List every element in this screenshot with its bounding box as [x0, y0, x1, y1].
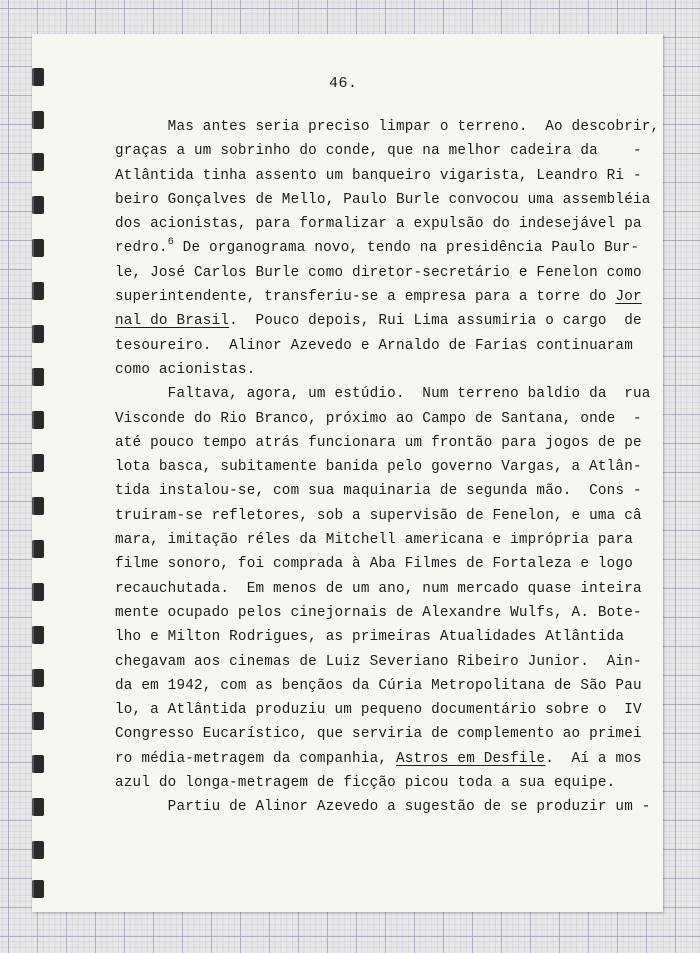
text-line: beiro Gonçalves de Mello, Paulo Burle convocou uma assembléia — [115, 191, 651, 208]
binding-hole — [32, 111, 44, 129]
text-line: lo, a Atlântida produziu um pequeno documentário sobre o IV — [115, 702, 642, 719]
binding-hole — [32, 411, 44, 429]
binding-hole — [32, 497, 44, 515]
binding-hole — [32, 325, 44, 343]
text-line: até pouco tempo atrás funcionara um frontão para jogos de pe — [115, 434, 642, 451]
binding-holes — [32, 0, 46, 953]
binding-hole — [32, 282, 44, 300]
binding-hole — [32, 712, 44, 730]
binding-hole — [32, 239, 44, 257]
text-segment: De organograma novo, tendo na presidência Paulo Bur- — [173, 240, 640, 257]
text-line: recauchutada. Em menos de um ano, num mercado quase inteira — [115, 580, 642, 597]
footnote-marker: 6 — [167, 237, 174, 249]
text-line: Mas antes seria preciso limpar o terreno. Ao descobrir, — [115, 119, 660, 135]
text-line: mara, imitação réles da Mitchell americana e imprópria para — [115, 532, 633, 549]
text-line: truiram-se refletores, sob a supervisão de Fenelon, e uma câ — [115, 507, 642, 524]
binding-hole — [32, 196, 44, 214]
text-line: mente ocupado pelos cinejornais de Alexandre Wulfs, A. Bote- — [115, 604, 642, 621]
binding-hole — [32, 669, 44, 687]
text-line — [115, 236, 655, 260]
text-line: tida instalou-se, com sua maquinaria de segunda mão. Cons - — [115, 483, 642, 500]
text-segment: . Aí a mos — [545, 750, 642, 767]
text-line: lota basca, subitamente banida pelo governo Vargas, a Atlân- — [115, 459, 642, 476]
text-line: da em 1942, com as bençãos da Cúria Metropolitana de São Pau — [115, 677, 642, 694]
binding-hole — [32, 841, 44, 859]
text-line: Atlântida tinha assento um banqueiro vigarista, Leandro Ri - — [115, 167, 642, 184]
binding-hole — [32, 153, 44, 171]
text-line: como acionistas. — [115, 361, 256, 378]
text-line: Congresso Eucarístico, que serviria de complemento ao primei — [115, 726, 642, 743]
body-text — [115, 115, 660, 820]
binding-hole — [32, 68, 44, 86]
text-line: le, José Carlos Burle como diretor-secretário e Fenelon como — [115, 264, 642, 281]
text-line: Faltava, agora, um estúdio. Num terreno baldio da rua — [115, 386, 651, 403]
binding-hole — [32, 798, 44, 816]
text-segment: . Pouco depois, Rui Lima assumiria o cargo de — [229, 313, 642, 330]
text-line: azul do longa-metragem de ficção picou toda a sua equipe. — [115, 775, 616, 792]
text-line: chegavam aos cinemas de Luiz Severiano Ribeiro Junior. Ain- — [115, 653, 642, 670]
text-line — [115, 309, 655, 333]
text-segment: redro. — [115, 240, 168, 257]
text-line: Visconde do Rio Branco, próximo ao Campo de Santana, onde - — [115, 410, 642, 427]
binding-hole — [32, 880, 44, 898]
underlined-title: Astros em Desfile — [395, 750, 546, 767]
page-number: 46. — [329, 75, 358, 92]
binding-hole — [32, 454, 44, 472]
text-line: lho e Milton Rodrigues, as primeiras Atualidades Atlântida — [115, 629, 625, 646]
text-line: dos acionistas, para formalizar a expulsão do indesejável pa — [115, 216, 642, 233]
text-line: tesoureiro. Alinor Azevedo e Arnaldo de Farias continuaram — [115, 337, 633, 354]
binding-hole — [32, 755, 44, 773]
text-line — [115, 285, 655, 309]
binding-hole — [32, 626, 44, 644]
text-line: graças a um sobrinho do conde, que na melhor cadeira da - — [115, 143, 642, 160]
underlined-title: nal do Brasil — [115, 313, 230, 330]
underlined-title: Jor — [615, 289, 642, 306]
text-line: filme sonoro, foi comprada à Aba Filmes de Fortaleza e logo — [115, 556, 633, 573]
text-line: Partiu de Alinor Azevedo a sugestão de se produzir um - — [115, 799, 651, 816]
text-segment: ro média-metragem da companhia, — [115, 750, 396, 767]
binding-hole — [32, 540, 44, 558]
text-segment: superintendente, transferiu-se a empresa para a torre do — [115, 289, 616, 306]
binding-hole — [32, 583, 44, 601]
binding-hole — [32, 368, 44, 386]
text-line — [115, 747, 655, 771]
